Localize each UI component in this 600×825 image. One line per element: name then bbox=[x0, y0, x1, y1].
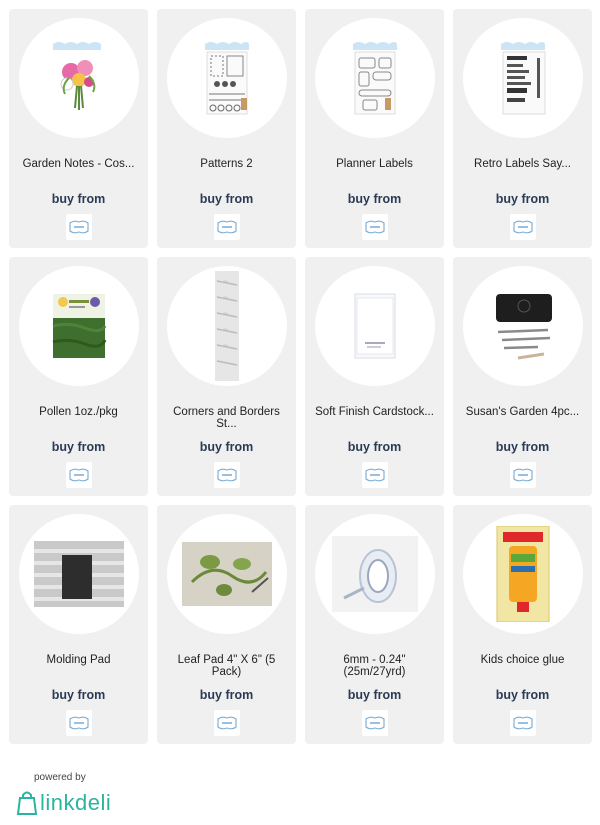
logo-text: linkdeli bbox=[40, 790, 112, 815]
product-image[interactable] bbox=[463, 18, 583, 138]
buy-from-link[interactable]: buy from bbox=[495, 192, 550, 206]
linkdeli-logo[interactable] bbox=[16, 790, 111, 816]
powered-by-label: powered by bbox=[34, 772, 86, 783]
product-image[interactable] bbox=[167, 266, 287, 386]
buy-from-link[interactable]: buy from bbox=[199, 192, 254, 206]
buy-from-link[interactable]: buy from bbox=[199, 440, 254, 454]
shopping-bag-icon bbox=[16, 790, 38, 816]
product-grid bbox=[9, 9, 592, 744]
buy-from-link[interactable]: buy from bbox=[347, 440, 402, 454]
product-card[interactable] bbox=[157, 9, 296, 248]
product-card[interactable] bbox=[453, 505, 592, 744]
retailer-logo[interactable] bbox=[362, 462, 388, 488]
retailer-logo[interactable] bbox=[362, 710, 388, 736]
product-card[interactable] bbox=[157, 505, 296, 744]
product-title[interactable]: Garden Notes - Cos... bbox=[22, 158, 135, 170]
product-image[interactable] bbox=[463, 266, 583, 386]
product-card[interactable] bbox=[305, 9, 444, 248]
buy-from-link[interactable]: buy from bbox=[495, 688, 550, 702]
retailer-logo[interactable] bbox=[510, 214, 536, 240]
buy-from-link[interactable]: buy from bbox=[199, 688, 254, 702]
product-title[interactable]: Soft Finish Cardstock... bbox=[315, 406, 434, 418]
product-card[interactable] bbox=[9, 505, 148, 744]
retailer-logo[interactable] bbox=[214, 462, 240, 488]
product-image[interactable] bbox=[315, 266, 435, 386]
retailer-logo[interactable] bbox=[214, 214, 240, 240]
product-title[interactable]: Leaf Pad 4" X 6" (5 Pack) bbox=[177, 654, 276, 678]
product-title[interactable]: Kids choice glue bbox=[480, 654, 565, 666]
buy-from-link[interactable]: buy from bbox=[495, 440, 550, 454]
product-image[interactable] bbox=[19, 18, 139, 138]
retailer-logo[interactable] bbox=[362, 214, 388, 240]
product-title[interactable]: Pollen 1oz./pkg bbox=[39, 406, 118, 418]
product-image[interactable] bbox=[167, 18, 287, 138]
product-image[interactable] bbox=[463, 514, 583, 634]
product-image[interactable] bbox=[315, 18, 435, 138]
buy-from-link[interactable]: buy from bbox=[347, 688, 402, 702]
retailer-logo[interactable] bbox=[66, 462, 92, 488]
buy-from-link[interactable]: buy from bbox=[51, 688, 106, 702]
product-image[interactable] bbox=[19, 266, 139, 386]
product-card[interactable] bbox=[9, 9, 148, 248]
retailer-logo[interactable] bbox=[214, 710, 240, 736]
product-image[interactable] bbox=[19, 514, 139, 634]
product-card[interactable] bbox=[453, 9, 592, 248]
product-card[interactable] bbox=[305, 257, 444, 496]
product-title[interactable]: Corners and Borders St... bbox=[173, 406, 280, 430]
product-image[interactable] bbox=[315, 514, 435, 634]
product-title[interactable]: Planner Labels bbox=[336, 158, 413, 170]
product-card[interactable] bbox=[157, 257, 296, 496]
retailer-logo[interactable] bbox=[66, 710, 92, 736]
product-title[interactable]: Susan's Garden 4pc... bbox=[465, 406, 580, 418]
buy-from-link[interactable]: buy from bbox=[347, 192, 402, 206]
product-card[interactable] bbox=[453, 257, 592, 496]
product-title[interactable]: 6mm - 0.24" (25m/27yrd) bbox=[343, 654, 406, 678]
retailer-logo[interactable] bbox=[510, 462, 536, 488]
product-title[interactable]: Retro Labels Say... bbox=[474, 158, 571, 170]
product-title[interactable]: Molding Pad bbox=[46, 654, 111, 666]
product-image[interactable] bbox=[167, 514, 287, 634]
retailer-logo[interactable] bbox=[510, 710, 536, 736]
buy-from-link[interactable]: buy from bbox=[51, 192, 106, 206]
product-title[interactable]: Patterns 2 bbox=[200, 158, 253, 170]
buy-from-link[interactable]: buy from bbox=[51, 440, 106, 454]
retailer-logo[interactable] bbox=[66, 214, 92, 240]
product-card[interactable] bbox=[9, 257, 148, 496]
product-card[interactable] bbox=[305, 505, 444, 744]
